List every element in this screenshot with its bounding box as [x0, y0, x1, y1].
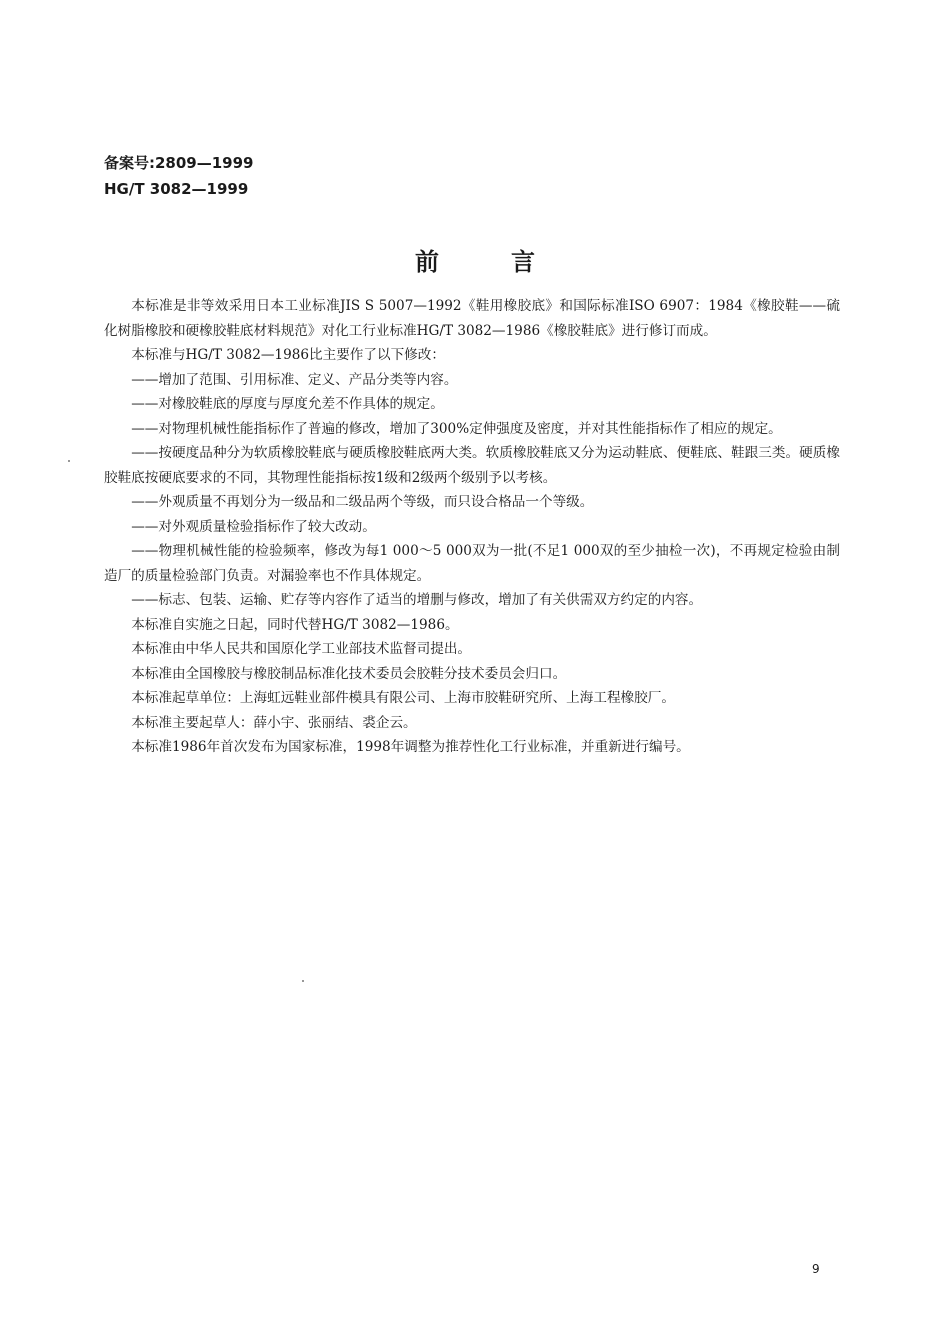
- page-title: 前言: [415, 248, 607, 276]
- record-number: 备案号:2809—1999: [104, 154, 254, 172]
- list-item-change: ——对物理机械性能指标作了普遍的修改，增加了300%定伸强度及密度，并对其性能指标作了相应的规定。: [131, 420, 782, 437]
- list-item-change: ——对外观质量检验指标作了较大改动。: [131, 518, 376, 535]
- page-number: 9: [812, 1262, 820, 1276]
- scan-speck: [302, 980, 304, 982]
- document-header: [104, 150, 254, 202]
- list-item-change: ——增加了范围、引用标准、定义、产品分类等内容。: [131, 371, 458, 388]
- paragraph-drafters: 本标准主要起草人：薛小宇、张丽结、裘企云。: [131, 714, 417, 731]
- paragraph-history: 本标准1986年首次发布为国家标准，1998年调整为推荐性化工行业标准，并重新进行编号。: [131, 739, 690, 755]
- scan-speck: [68, 460, 70, 462]
- paragraph-committee: 本标准由全国橡胶与橡胶制品标准化技术委员会胶鞋分技术委员会归口。: [131, 665, 567, 682]
- paragraph-intro: 本标准是非等效采用日本工业标准JIS S 5007—1992《鞋用橡胶底》和国际标准ISO 6907：1984《橡胶鞋——硫化树脂橡胶和硬橡胶鞋底材料规范》对化工行业标准HG/T 3082—1986《橡胶鞋底》进行修订而成。: [104, 298, 840, 339]
- standard-number: HG/T 3082—1999: [104, 180, 249, 198]
- paragraph-changes-lead: 本标准与HG/T 3082—1986比主要作了以下修改：: [131, 347, 445, 363]
- list-item-change: ——标志、包装、运输、贮存等内容作了适当的增删与修改，增加了有关供需双方约定的内容。: [131, 592, 703, 608]
- paragraph-drafting-units: 本标准起草单位：上海虹远鞋业部件模具有限公司、上海市胶鞋研究所、上海工程橡胶厂。: [131, 690, 675, 706]
- list-item-change: ——外观质量不再划分为一级品和二级品两个等级，而只设合格品一个等级。: [131, 494, 594, 510]
- list-item-change: ——按硬度品种分为软质橡胶鞋底与硬质橡胶鞋底两大类。软质橡胶鞋底又分为运动鞋底、便鞋底、鞋跟三类。硬质橡胶鞋底按硬底要求的不同，其物理性能指标按1级和2级两个级别予以考核。: [104, 445, 840, 486]
- foreword-body: [104, 294, 840, 760]
- list-item-change: ——对橡胶鞋底的厚度与厚度允差不作具体的规定。: [131, 396, 444, 412]
- paragraph-replacement: 本标准自实施之日起，同时代替HG/T 3082—1986。: [131, 616, 459, 633]
- list-item-change: ——物理机械性能的检验频率，修改为每1 000～5 000双为一批(不足1 000双的至少抽检一次)，不再规定检验由制造厂的质量检验部门负责。对漏验率也不作具体规定。: [104, 543, 840, 584]
- paragraph-proposer: 本标准由中华人民共和国原化学工业部技术监督司提出。: [131, 641, 472, 657]
